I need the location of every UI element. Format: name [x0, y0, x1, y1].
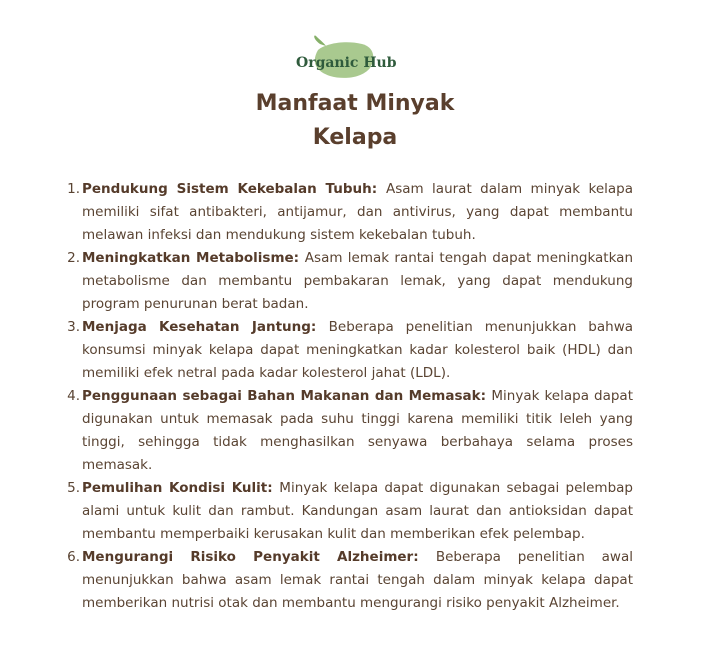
item-number: 5. [67, 480, 80, 496]
item-text: Asam lemak rantai tengah dapat meningkatkan metabolisme dan membantu pembakaran lemak, yang dapat mendukung program penurunan berat badan. [82, 250, 634, 312]
item-heading: Pemulihan Kondisi Kulit: [82, 480, 280, 496]
item-number: 3. [67, 319, 80, 335]
item-text: Beberapa penelitian menunjukkan bahwa konsumsi minyak kelapa dapat meningkatkan kadar kolesterol baik (HDL) dan memiliki efek netral pada kadar kolesterol jahat (LDL). [82, 319, 634, 381]
list-item [67, 316, 634, 385]
brand-name: Organic Hub [296, 55, 397, 71]
item-number: 1. [67, 181, 80, 197]
item-heading: Meningkatkan Metabolisme: [82, 250, 305, 266]
list-item [67, 178, 633, 247]
page-title [0, 87, 710, 155]
item-heading: Menjaga Kesehatan Jantung: [82, 319, 329, 335]
item-number: 4. [67, 388, 80, 404]
item-heading: Pendukung Sistem Kekebalan Tubuh: [82, 181, 386, 197]
list-item [67, 546, 633, 615]
item-text: Beberapa penelitian awal menunjukkan bahwa asam lemak rantai tengah dalam minyak kelapa dapat memberikan nutrisi otak dan membantu mengurangi risiko penyakit Alzheimer. [82, 549, 633, 611]
item-text: Asam laurat dalam minyak kelapa memiliki sifat antibakteri, antijamur, dan antivirus, yang dapat membantu melawan infeksi dan mendukung sistem kekebalan tubuh. [82, 181, 633, 243]
item-text: Minyak kelapa dapat digunakan untuk memasak pada suhu tinggi karena memiliki titik leleh yang tinggi, sehingga tidak menghasilkan senyawa berbahaya selama proses memasak. [82, 388, 633, 473]
item-number: 6. [67, 549, 80, 565]
title-line-2: Kelapa [312, 125, 398, 150]
item-heading: Penggunaan sebagai Bahan Makanan dan Memasak: [82, 388, 492, 404]
list-item [67, 247, 634, 316]
item-number: 2. [67, 250, 80, 266]
item-heading: Mengurangi Risiko Penyakit Alzheimer: [82, 549, 436, 565]
brand-logo [290, 34, 400, 84]
list-item [67, 385, 633, 477]
item-text: Minyak kelapa dapat digunakan sebagai pelembap alami untuk kulit dan rambut. Kandungan asam laurat dan antioksidan dapat membantu memperbaiki kerusakan kulit dan memberikan efek pelembap. [82, 480, 633, 542]
list-item [67, 477, 633, 546]
benefit-list [67, 178, 634, 615]
title-line-1: Manfaat Minyak [255, 91, 455, 116]
